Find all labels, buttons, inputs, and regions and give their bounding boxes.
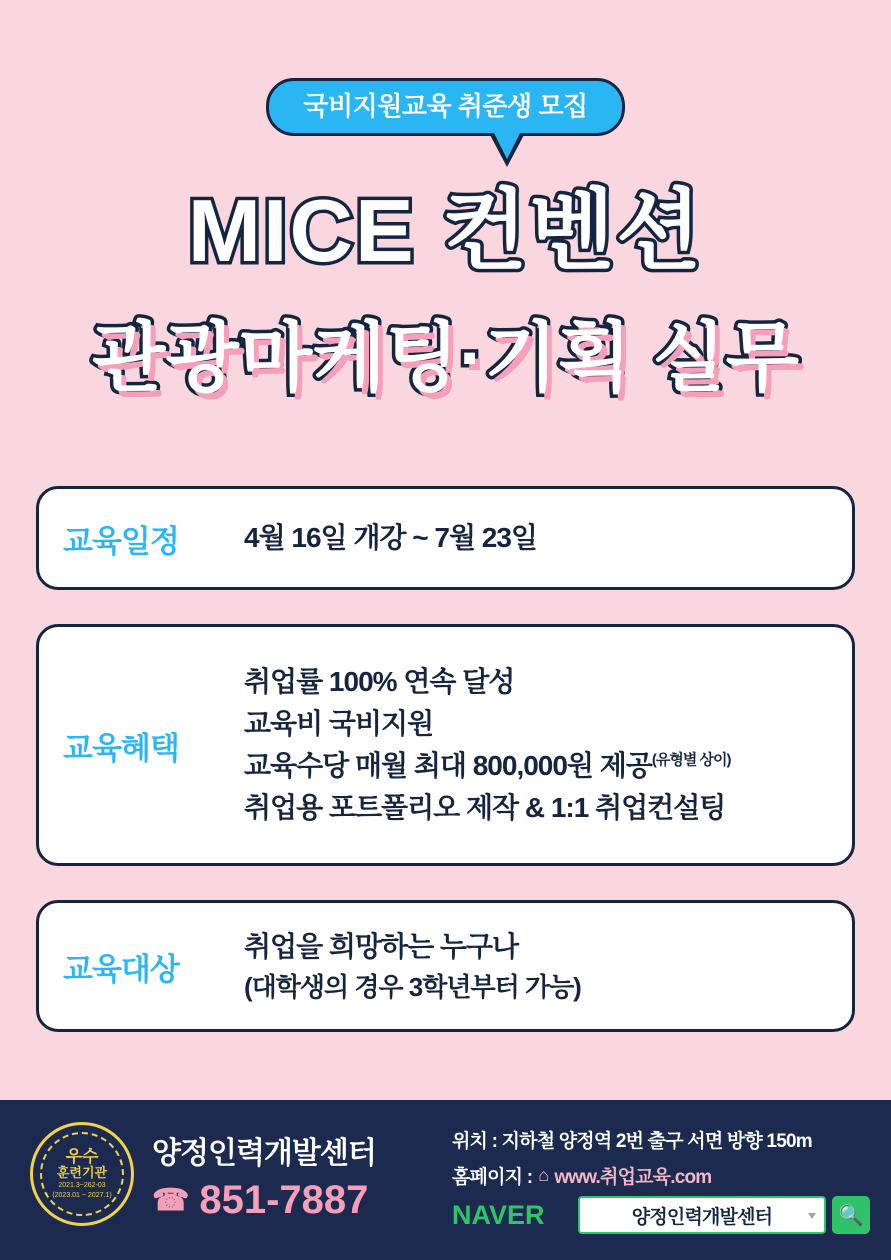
search-button[interactable] <box>832 1196 870 1234</box>
naver-logo: NAVER <box>452 1200 545 1230</box>
schedule-line: 4월 16일 개강 ~ 7월 23일 <box>244 522 537 553</box>
info-card-target <box>36 900 855 1032</box>
seal-middle-text: 훈련기관 <box>56 1165 108 1181</box>
target-line-1: 취업을 희망하는 누구나 <box>244 930 519 962</box>
homepage-block <box>452 1162 711 1189</box>
card-body-target <box>244 926 601 1007</box>
card-body-schedule <box>244 517 557 559</box>
card-body-benefit <box>244 661 750 829</box>
organization-name: 양정인력개발센터 <box>152 1137 376 1170</box>
target-line-2: (대학생의 경우 3학년부터 가능) <box>244 971 581 1002</box>
certification-seal-icon <box>30 1122 134 1226</box>
badge-container <box>0 78 891 136</box>
benefit-line-2: 교육비 국비지원 <box>244 708 434 739</box>
home-icon: ⌂ <box>538 1165 549 1185</box>
benefit-note: (유형별 상이) <box>651 751 731 769</box>
seal-ring-decoration <box>40 1132 124 1216</box>
page-title-line1: MICE 컨벤션 <box>187 181 704 280</box>
card-label-schedule: 교육일정 <box>63 523 179 559</box>
benefit-line-4: 취업용 포트폴리오 제작 & 1:1 취업컨설팅 <box>244 792 726 823</box>
card-label-target: 교육대상 <box>63 951 179 987</box>
search-icon: 🔍 <box>838 1204 864 1227</box>
search-input-value: 양정인력개발센터 <box>631 1206 773 1228</box>
info-card-schedule <box>36 486 855 590</box>
phone-number: 851-7887 <box>199 1178 369 1222</box>
promo-badge: 국비지원교육 취준생 모집 <box>266 78 624 136</box>
phone-number-block <box>152 1178 368 1223</box>
seal-bottom-text: 2021.3~262-03 <box>58 1182 106 1190</box>
location-text: 위치 : 지하철 양정역 2번 출구 서면 방향 150m <box>452 1131 812 1152</box>
footer <box>0 1100 891 1260</box>
seal-top-text: 우수 <box>65 1147 99 1167</box>
benefit-line-1: 취업률 100% 연속 달성 <box>244 666 515 697</box>
homepage-label: 홈페이지 : <box>452 1167 533 1188</box>
page-title-line2: 관광마케팅·기획 실무 <box>91 316 800 401</box>
benefit-line-3: 교육수당 매월 최대 800,000원 제공 <box>244 750 652 781</box>
phone-icon: ☎ <box>152 1184 190 1217</box>
seal-bottom-text-2: (2023.01 ~ 2027.1) <box>52 1192 112 1200</box>
info-card-benefit <box>36 624 855 866</box>
search-input[interactable] <box>578 1196 826 1234</box>
benefit-line-3-wrap <box>244 745 730 787</box>
chevron-down-icon[interactable] <box>808 1213 816 1219</box>
card-label-benefit: 교육혜택 <box>63 730 179 766</box>
homepage-url[interactable]: www.취업교육.com <box>554 1167 712 1188</box>
